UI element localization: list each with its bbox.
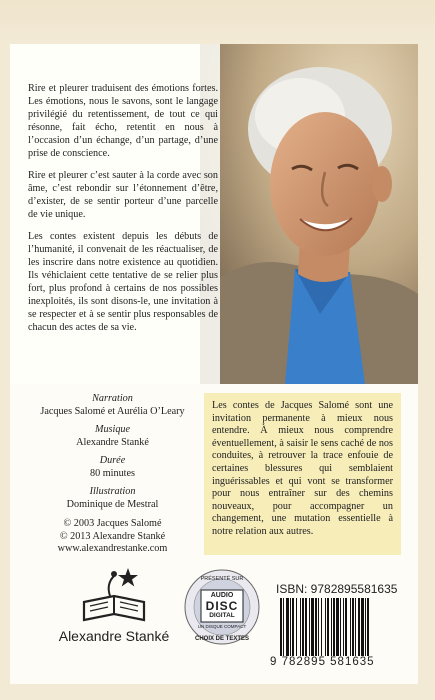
book-star-logo-icon: [44, 562, 184, 628]
credits: [30, 393, 195, 556]
barcode-digits: 9 782895 581635: [270, 656, 375, 668]
quote-text: Les contes de Jacques Salomé sont une invitation permanente à mieux nous entendre. À mieux nous comprendre éventuellement, à saisir le sens caché de nos conduites, à retrouver la trace enfouie de certaines blessures qui semblaient inguérissables et qui vont se transformer pour nous entraîner sur des chemins nouveaux, pour accompagner un changement, une mutation essentielle à notre relation aux autres.: [212, 400, 393, 537]
barcode-bar: [336, 598, 339, 656]
disc-bottom-text: CHOIX DE TEXTES: [194, 636, 249, 642]
barcode-icon: [278, 598, 403, 656]
isbn-label: ISBN: 9782895581635: [276, 582, 398, 596]
barcode-bar: [290, 598, 291, 656]
barcode-bar: [280, 598, 282, 656]
illustration-label: Illustration: [89, 486, 136, 497]
copyright-1: © 2003 Jacques Salomé: [63, 518, 162, 529]
paragraph: Les contes existent depuis les débuts de l’humanité, il convenait de les réactualiser, de les inscrire dans notre existence au quotidien. Ils véhiclaient cette tentative de se relier plus fort, plus profond à certains de nos possibles inexploités, ils sont disons-le, une invitation à se respecter et à se sentir plus responsables de chacun des actes de sa vie.: [28, 231, 218, 333]
publisher-logo: [44, 562, 184, 662]
barcode-bar: [358, 598, 360, 656]
duration-value: 80 minutes: [90, 467, 135, 479]
barcode-bar: [296, 598, 297, 656]
disc-small-text: UN DISQUE COMPACT: [197, 624, 247, 629]
top-margin: [0, 0, 435, 44]
barcode-bar: [309, 598, 310, 656]
disc-line2: DISC: [205, 599, 239, 613]
audio-disc-badge: [183, 568, 261, 646]
paragraph: Rire et pleurer traduisent des émotions fortes. Les émotions, nous le savons, sont le langage privilégié du retentissement, de tout ce qui résonne, fait écho, retentit en nous à l’occasion d’un échange, d’un partage, d’une prise de conscience.: [28, 83, 218, 159]
barcode-bar: [315, 598, 317, 656]
publisher-name: Alexandre Stanké: [58, 628, 170, 644]
quote-box: [204, 393, 401, 555]
barcode-bar: [292, 598, 294, 656]
copyright-2: © 2013 Alexandre Stanké: [59, 530, 166, 542]
music-label: Musique: [94, 424, 131, 435]
barcode-bar: [350, 598, 351, 656]
author-photo: [200, 44, 418, 384]
barcode-bar: [355, 598, 356, 656]
website-link[interactable]: www.alexandrestanke.com: [57, 543, 168, 554]
disc-line1: AUDIO: [210, 592, 234, 599]
barcode-bar: [361, 598, 364, 656]
barcode-bar: [365, 598, 366, 656]
barcode-bar: [305, 598, 307, 656]
barcode-bar: [302, 598, 304, 656]
barcode-bar: [286, 598, 289, 656]
barcode-bar: [327, 598, 329, 656]
barcode-bar: [331, 598, 332, 656]
barcode: [278, 598, 403, 656]
duration-label: Durée: [99, 455, 126, 466]
author-portrait-illustration: [200, 44, 418, 384]
barcode-bar: [333, 598, 335, 656]
music-value: Alexandre Stanké: [76, 436, 149, 448]
barcode-bar: [321, 598, 322, 656]
barcode-bar: [283, 598, 284, 656]
barcode-bar: [318, 598, 319, 656]
barcode-bar: [352, 598, 354, 656]
barcode-bar: [325, 598, 326, 656]
narration-value: Jacques Salomé et Aurélia O’Leary: [40, 405, 185, 417]
description-text: [28, 82, 218, 343]
barcode-bar: [367, 598, 369, 656]
barcode-bar: [343, 598, 344, 656]
paragraph: Rire et pleurer c’est sauter à la corde avec son âme, c’est rebondir sur l’étonnement d’être, d’exister, de se sentir porteur d’une parcelle de vie unique.: [28, 170, 218, 220]
disc-top-text: PRÉSENTÉ SUR: [200, 576, 244, 582]
barcode-bar: [300, 598, 301, 656]
illustration-value: Dominique de Mestral: [66, 498, 159, 510]
barcode-bar: [340, 598, 341, 656]
barcode-bar: [345, 598, 347, 656]
barcode-bar: [311, 598, 314, 656]
disc-line3: DIGITAL: [209, 612, 235, 619]
narration-label: Narration: [92, 393, 133, 404]
